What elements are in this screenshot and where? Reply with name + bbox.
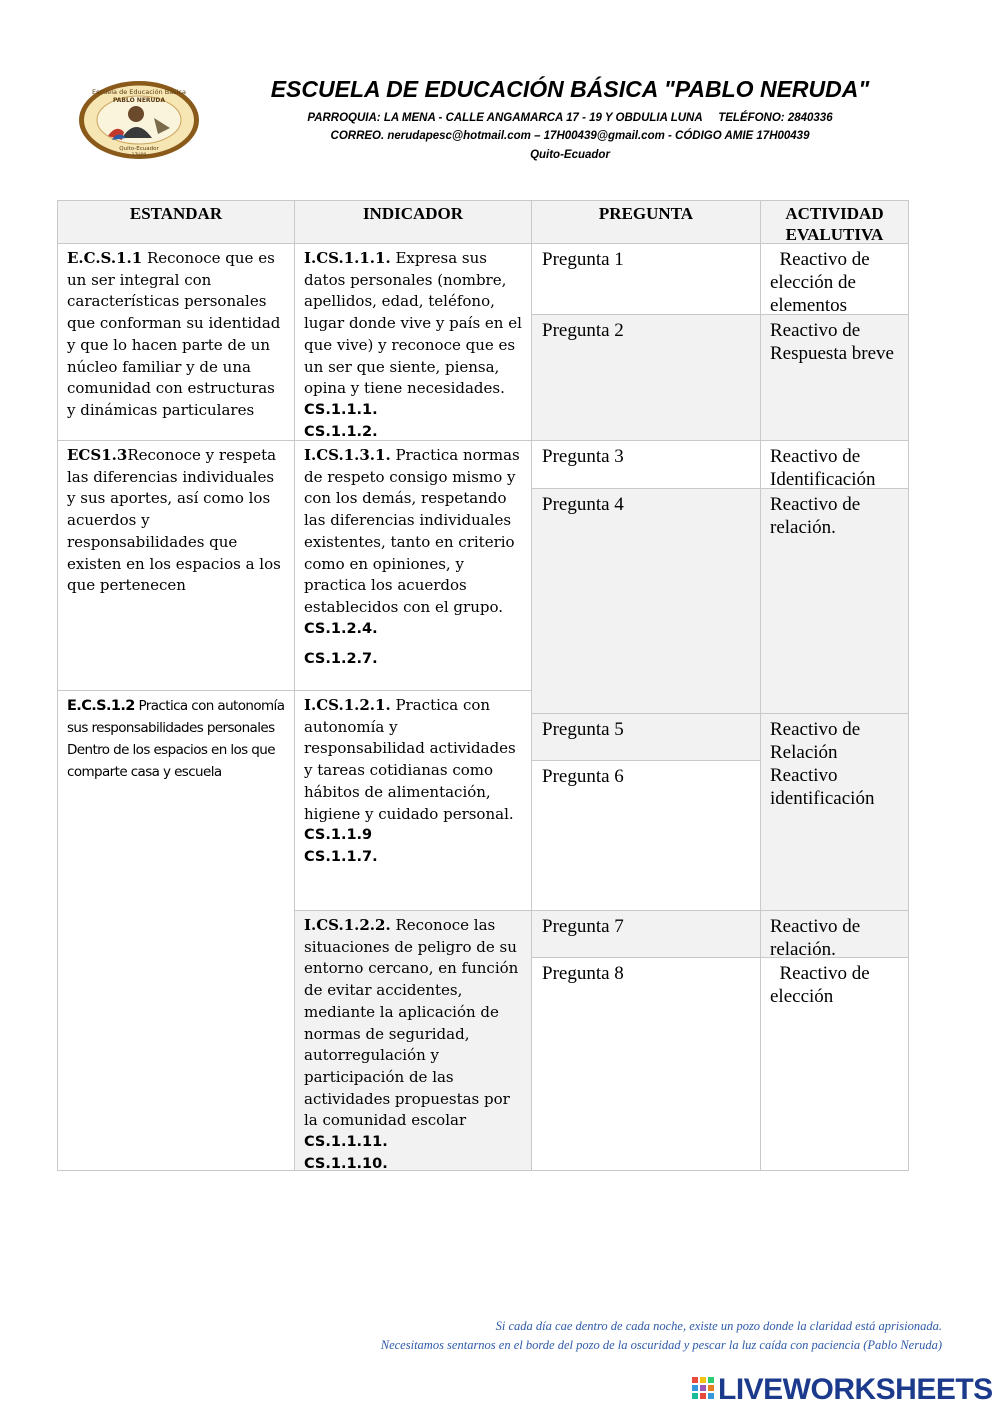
indicador-code: I.CS.1.2.1. [304,696,391,714]
actividad-label: Reactivo de Relación [770,719,861,763]
pregunta-label: Pregunta 7 [542,916,624,937]
indicador-ref: CS.1.1.7. [304,848,378,865]
indicador-ref: CS.1.1.9 [304,827,373,844]
school-logo [78,80,200,160]
indicador-code: I.CS.1.3.1. [304,446,391,464]
header-actividad-line1: ACTIVIDAD [785,204,884,223]
actividad-label: Reactivo de elección [770,963,875,1007]
actividad-label: Reactivo identificación [770,765,875,809]
actividad-cell-2 [760,314,909,441]
pregunta-cell-7 [531,910,761,958]
pregunta-label: Pregunta 3 [542,446,624,467]
pregunta-label: Pregunta 4 [542,494,624,515]
liveworksheets-label: LIVEWORKSHEETS [718,1373,993,1406]
indicador-ref: CS.1.2.4. [304,620,378,637]
header-actividad [760,200,909,244]
indicador-text: Expresa sus datos personales (nombre, apellidos, edad, teléfono, lugar donde vive y país en el que vive) y reconoce que es un ser que siente, piensa, opina y tiene necesidades. [304,249,522,398]
indicador-code: I.CS.1.1.1. [304,249,391,267]
actividad-cell-4 [760,488,909,714]
indicador-text: Practica normas de respeto consigo mismo y con los demás, respetando las diferencias individuales existentes, tanto en criterio como en opiniones, y practica los acuerdos establecidos con el grupo. [304,446,520,616]
estandar-code: E.C.S.1.2 [67,698,135,714]
actividad-cell-7 [760,957,909,1171]
actividad-cell-3 [760,440,909,489]
header-pregunta [531,200,761,244]
school-city: Quito-Ecuador [530,149,610,161]
pregunta-label: Pregunta 5 [542,719,624,740]
estandar-cell-3 [57,690,295,1171]
indicador-ref: CS.1.1.10. [304,1155,388,1171]
header-estandar [57,200,295,244]
estandar-text: Reconoce y respeta las diferencias individuales y sus aportes, así como los acuerdos y responsabilidades que existen en los espacios a los que pertenecen [67,446,281,595]
indicador-code: I.CS.1.2.2. [304,916,391,934]
header-actividad-line2: EVALUTIVA [785,225,884,244]
actividad-label: Reactivo de Identificación [770,446,876,489]
logo-city-text: Quito-Ecuador [119,146,159,152]
indicador-cell-3 [294,690,532,911]
indicador-cell-2 [294,440,532,691]
pregunta-label: Pregunta 6 [542,766,624,787]
pregunta-label: Pregunta 1 [542,249,624,270]
indicador-cell-1 [294,243,532,441]
indicador-text: Practica con autonomía y responsabilidad actividades y tareas cotidianas como hábitos de alimentación, higiene y cuidado personal. [304,696,516,823]
pregunta-label: Pregunta 2 [542,320,624,341]
pregunta-cell-8 [531,957,761,1171]
actividad-cell-6 [760,910,909,958]
estandar-text: Reconoce que es un ser integral con características personales que conforman su identidad y que lo hacen parte de un núcleo familiar y de una comunidad con estructuras y dinámicas particulares [67,249,281,419]
logo-name-text: PABLO NERUDA [112,97,166,104]
header-indicador [294,200,532,244]
pregunta-cell-6 [531,760,761,911]
actividad-label: Reactivo de relación. [770,916,861,958]
school-emails: CORREO. nerudapesc@hotmail.com – 17H00439@gmail.com - CÓDIGO AMIE 17H00439 [330,130,810,142]
footer-quote-line1: Si cada día cae dentro de cada noche, existe un pozo donde la claridad está aprisionada. [495,1319,942,1333]
indicador-ref: CS.1.2.7. [304,651,378,668]
liveworksheets-icon [692,1377,714,1403]
indicador-ref: CS.1.1.1. [304,401,378,418]
actividad-label: Reactivo de elección de elementos [770,249,875,315]
estandar-cell-1 [57,243,295,441]
logo-arc-text: Escuela de Educación Básica [92,88,186,96]
pregunta-cell-4 [531,488,761,714]
school-address: PARROQUIA: LA MENA - CALLE ANGAMARCA 17 - 19 Y OBDULIA LUNA TELÉFONO: 2840336 [307,112,833,124]
pregunta-cell-5 [531,713,761,761]
estandar-cell-2 [57,440,295,691]
header-pregunta-label: PREGUNTA [598,204,694,223]
indicador-cell-4 [294,910,532,1171]
estandar-code: ECS1.3 [67,446,128,464]
pregunta-cell-2 [531,314,761,441]
liveworksheets-brand[interactable] [692,1373,992,1407]
indicador-ref: CS.1.1.2. [304,423,378,440]
pregunta-label: Pregunta 8 [542,963,624,984]
indicador-ref: CS.1.1.11. [304,1134,388,1151]
actividad-label: Reactivo de relación. [770,494,861,538]
spacer [304,640,523,649]
footer-quote-line2: Necesitamos sentarnos en el borde del pozo de la oscuridad y pescar la luz caída con paciencia (Pablo Neruda) [380,1338,942,1352]
estandar-code: E.C.S.1.1 [67,249,143,267]
pregunta-cell-3 [531,440,761,489]
header-estandar-label: ESTANDAR [129,204,223,223]
estandar-text: Practica con autonomía sus responsabilidades personales Dentro de los espacios en los que comparte casa y escuela [67,698,285,780]
logo-year-text: 17H00 [131,153,147,158]
indicador-text: Reconoce las situaciones de peligro de su entorno cercano, en función de evitar accidentes, mediante la aplicación de normas de seguridad, autorregulación y participación de las actividades propuestas por la comunidad escolar [304,916,519,1130]
header-indicador-label: INDICADOR [362,204,464,223]
school-title: ESCUELA DE EDUCACIÓN BÁSICA "PABLO NERUDA" [270,76,870,102]
actividad-label: Reactivo de Respuesta breve [770,320,894,364]
actividad-cell-5 [760,713,909,911]
evaluation-table [57,200,909,1171]
pregunta-cell-1 [531,243,761,315]
actividad-cell-1 [760,243,909,315]
